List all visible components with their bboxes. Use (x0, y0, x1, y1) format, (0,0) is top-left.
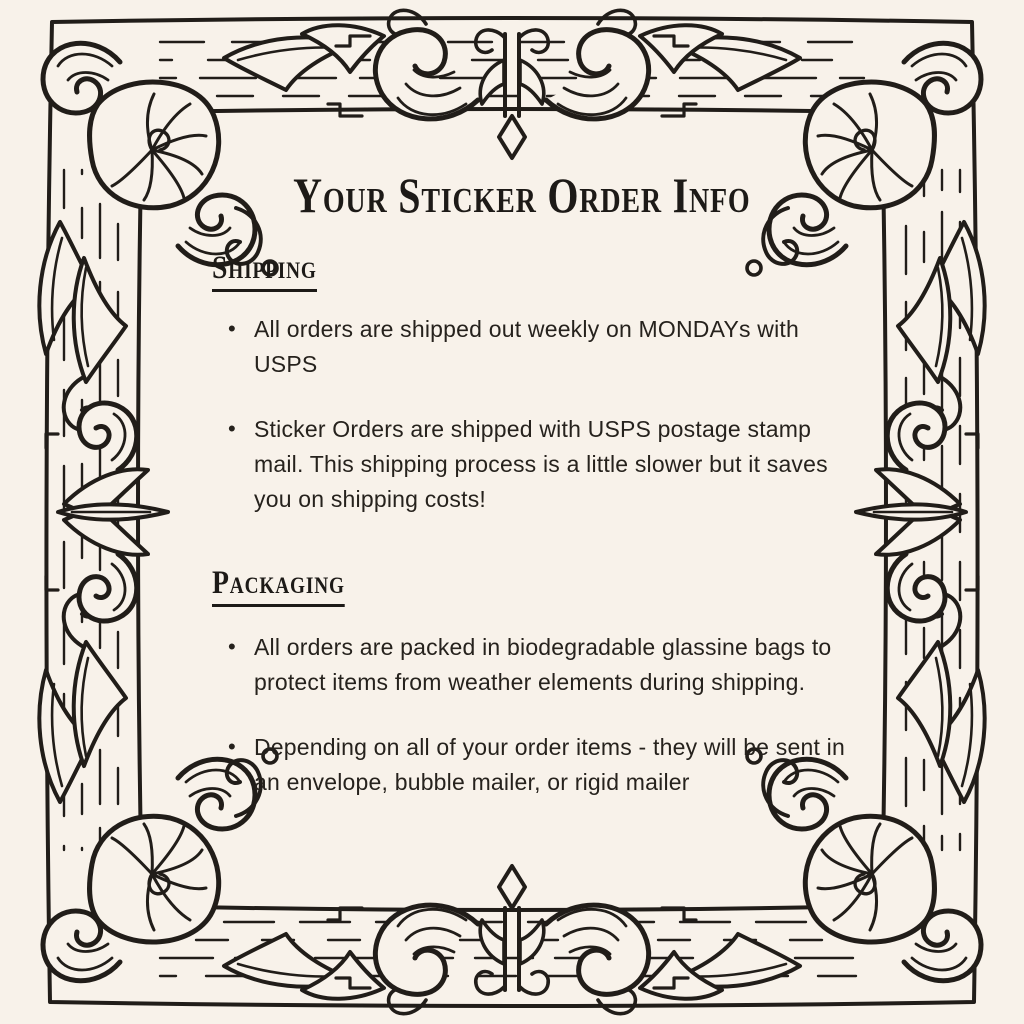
frame-edge-left-ornament-icon (46, 258, 168, 766)
frame-edge-top-ornament-icon (302, 10, 722, 158)
list-item: • All orders are shipped out weekly on MONDAYs with USPS (254, 312, 859, 382)
packaging-bullet-list (212, 630, 859, 830)
packaging-section-heading: Packaging (212, 565, 370, 607)
page-title: Your Sticker Order Info (293, 167, 751, 223)
list-item: • Depending on all of your order items - they will be sent in an envelope, bubble mailer, or rigid mailer (254, 730, 859, 800)
shipping-section-heading: Shipping (212, 250, 337, 292)
frame-edge-right-ornament-icon (856, 258, 978, 766)
shipping-bullet-list (212, 312, 859, 547)
frame-edge-bottom-ornament-icon (302, 866, 722, 1014)
list-item: • Sticker Orders are shipped with USPS postage stamp mail. This shipping process is a little slower but it saves you on shipping costs! (254, 412, 859, 517)
list-item: • All orders are packed in biodegradable glassine bags to protect items from weather elements during shipping. (254, 630, 859, 700)
